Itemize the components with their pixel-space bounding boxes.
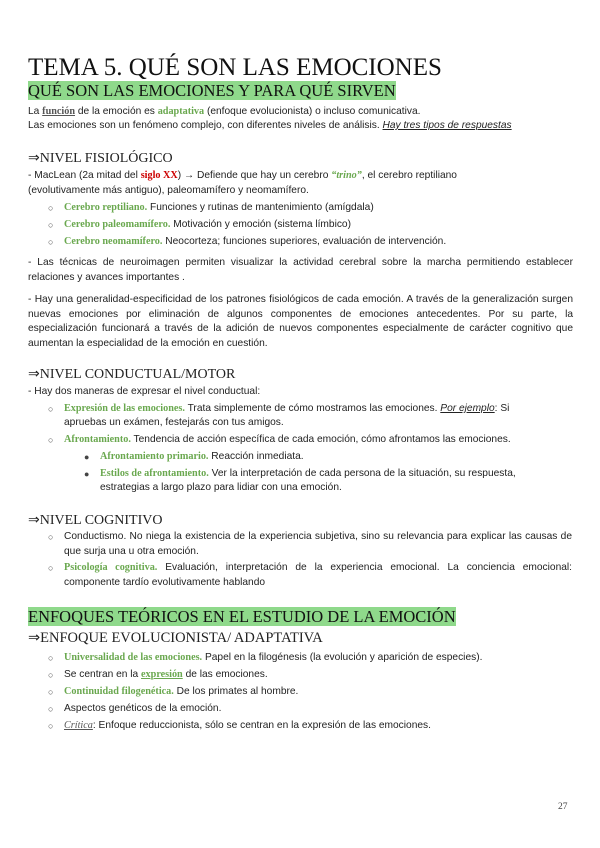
- heading-enfoque-evolucionista: ⇒ENFOQUE EVOLUCIONISTA/ ADAPTATIVA: [28, 630, 323, 646]
- intro-line-2: Las emociones son un fenómeno complejo, con diferentes niveles de análisis. Hay tres tipos de respuestas: [28, 120, 512, 131]
- siglo-xx-term: siglo XX: [140, 170, 178, 181]
- list-item-neomamifero: Cerebro neomamífero. Neocorteza; funciones superiores, evaluación de intervención.: [64, 236, 447, 247]
- por-ejemplo-link[interactable]: Por ejemplo: [440, 403, 495, 414]
- circle-bullet-icon: ○: [48, 653, 54, 663]
- circle-bullet-icon: ○: [48, 435, 54, 445]
- list-item-aspectos-geneticos: Aspectos genéticos de la emoción.: [64, 703, 222, 714]
- list-item-expresion-emociones: Se centran en la expresión de las emociones.: [64, 669, 268, 680]
- circle-bullet-icon: ○: [48, 532, 54, 542]
- generalidad-paragraph: - Hay una generalidad-especificidad de los patrones fisiológicos de cada emoción. A través de la generalización surgen nuevas emociones por eliminación de algunos componentes de emociones antecedentes. Por su parte, la especialización funcionará a través de la adición de nuevos componentes especialmente de carácter cognitivo que aumentan la especialidad de la emoción en cuestión.: [28, 294, 573, 349]
- list-item-psicologia-cognitiva: Psicología cognitiva. Evaluación, interpretación de la experiencia emocional. La conciencia emocional: componente tardío evolutivamente hablando: [64, 562, 572, 588]
- list-item-continuidad: Continuidad filogenética. De los primates al hombre.: [64, 686, 299, 697]
- list-item-paleomamifero: Cerebro paleomamífero. Motivación y emoción (sistema límbico): [64, 219, 351, 230]
- section-heading-enfoques: ENFOQUES TEÓRICOS EN EL ESTUDIO DE LA EMOCIÓN: [28, 607, 456, 626]
- maclean-paragraph: - MacLean (2a mitad del siglo XX) → Defiende que hay un cerebro “trino”, el cerebro reptiliano: [28, 170, 457, 181]
- intro-line-1: La función de la emoción es adaptativa (enfoque evolucionista) o incluso comunicativa.: [28, 106, 421, 117]
- circle-bullet-icon: ○: [48, 721, 54, 731]
- circle-bullet-icon: ○: [48, 220, 54, 230]
- circle-bullet-icon: ○: [48, 404, 54, 414]
- conductual-intro: - Hay dos maneras de expresar el nivel conductual:: [28, 386, 261, 397]
- circle-bullet-icon: ○: [48, 237, 54, 247]
- circle-bullet-icon: ○: [48, 704, 54, 714]
- list-item-afrontamiento: Afrontamiento. Tendencia de acción específica de cada emoción, cómo afrontamos las emociones.: [64, 434, 511, 445]
- sublist-item-estilos-line-2: estrategias a largo plazo para lidiar con una emoción.: [100, 482, 342, 493]
- adaptativa-term: adaptativa: [157, 106, 205, 117]
- heading-nivel-conductual: ⇒NIVEL CONDUCTUAL/MOTOR: [28, 367, 236, 382]
- page-title: TEMA 5. QUÉ SON LAS EMOCIONES: [28, 54, 442, 81]
- dot-bullet-icon: ●: [84, 452, 90, 462]
- list-item-critica: Crítica: Enfoque reduccionista, sólo se centran en la expresión de las emociones.: [64, 720, 431, 731]
- list-item-universalidad: Universalidad de las emociones. Papel en la filogénesis (la evolución y aparición de especies).: [64, 652, 483, 663]
- list-item-expresion: Expresión de las emociones. Trata simplemente de cómo mostramos las emociones. Por ejemplo: Si: [64, 403, 510, 414]
- circle-bullet-icon: ○: [48, 670, 54, 680]
- critica-term: Crítica: [64, 720, 93, 731]
- circle-bullet-icon: ○: [48, 203, 54, 213]
- sublist-item-estilos: Estilos de afrontamiento. Ver la interpretación de cada persona de la situación, su respuesta,: [100, 468, 516, 479]
- trino-term: “trino”: [331, 170, 362, 181]
- page-number: 27: [558, 802, 568, 812]
- heading-nivel-cognitivo: ⇒NIVEL COGNITIVO: [28, 513, 163, 528]
- circle-bullet-icon: ○: [48, 563, 54, 573]
- section-heading-que-son: QUÉ SON LAS EMOCIONES Y PARA QUÉ SIRVEN: [28, 81, 396, 100]
- funcion-term: función: [42, 106, 76, 117]
- expresion-link[interactable]: expresión: [141, 669, 183, 680]
- tres-tipos-link[interactable]: Hay tres tipos de respuestas: [382, 120, 512, 131]
- heading-nivel-fisiologico: ⇒NIVEL FISIOLÓGICO: [28, 151, 173, 166]
- neuroimagen-paragraph: - Las técnicas de neuroimagen permiten visualizar la actividad cerebral sobre la marcha permitiendo establecer relaciones y avances importantes .: [28, 257, 573, 283]
- sublist-item-primario: Afrontamiento primario. Reacción inmediata.: [100, 451, 304, 462]
- list-item-reptiliano: Cerebro reptiliano. Funciones y rutinas de mantenimiento (amígdala): [64, 202, 374, 213]
- list-item-conductismo: Conductismo. No niega la existencia de la experiencia subjetiva, sino su relevancia para explicar las causas de que surja una u otra emoción.: [64, 531, 572, 557]
- circle-bullet-icon: ○: [48, 687, 54, 697]
- dot-bullet-icon: ●: [84, 469, 90, 479]
- maclean-line-2: (evolutivamente más antiguo), paleomamífero y neomamífero.: [28, 185, 309, 196]
- list-item-expresion-line-2: apruebas un exámen, festejarás con tus amigos.: [64, 417, 284, 428]
